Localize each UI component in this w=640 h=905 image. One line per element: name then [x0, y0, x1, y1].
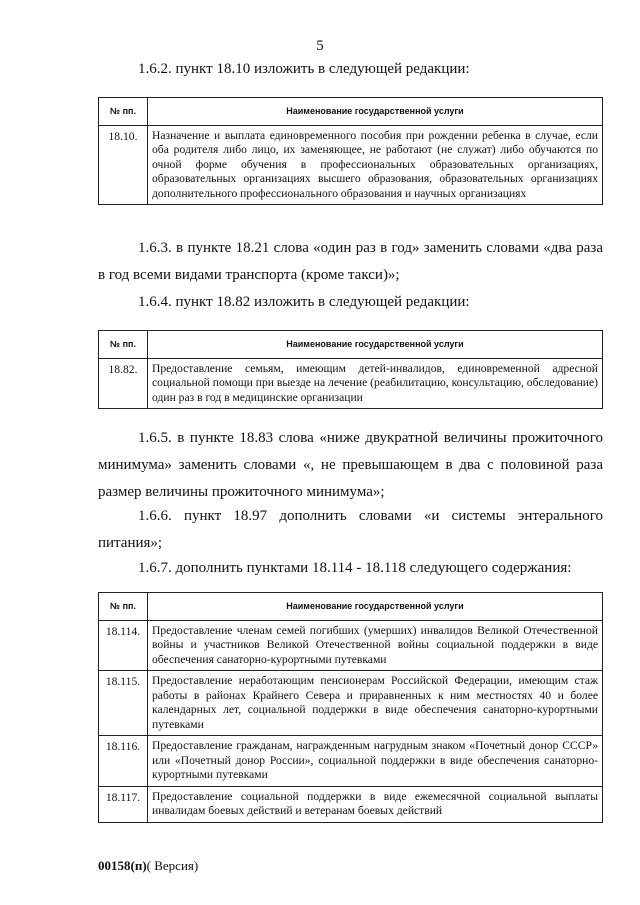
row-text: Предоставление членам семей погибших (умерших) инвалидов Великой Отечественной войны и участников Великой Отечественной войны социальной поддержки в виде обеспечения санаторно-курортными путевками — [148, 620, 603, 671]
page-number: 5 — [316, 38, 324, 54]
document-footer — [98, 858, 198, 874]
table-row — [99, 620, 603, 671]
paragraph-1-6-3: 1.6.3. в пункте 18.21 слова «один раз в год» заменить словами «два раза в год всеми видами транспорта (кроме такси)»; — [98, 240, 603, 283]
table-row — [99, 736, 603, 787]
row-num: 18.117. — [99, 786, 148, 822]
paragraph-1-6-5: 1.6.5. в пункте 18.83 слова «ниже двукратной величины прожиточного минимума» заменить словами «, не превышающем в два с половиной раза размер величины прожиточного минимума»; — [98, 430, 603, 500]
document-version: ( Версия) — [146, 858, 199, 873]
paragraph-1-6-6: 1.6.6. пункт 18.97 дополнить словами «и системы энтерального питания»; — [98, 508, 603, 551]
row-text: Назначение и выплата единовременного пособия при рождении ребенка в случае, если оба родителя либо лицо, их заменяющее, не работают (не служат) либо обучаются по очной форме обучения в профессиональных образовательных организациях, образовательных организациях высшего образования, образовательных организациях дополнительного профессионального образования и научных организациях — [148, 125, 603, 205]
row-num: 18.114. — [99, 620, 148, 671]
header-service-name: Наименование государственной услуги — [148, 593, 603, 621]
table-header-row — [99, 98, 603, 126]
table-header-row — [99, 593, 603, 621]
row-num: 18.116. — [99, 736, 148, 787]
row-text: Предоставление социальной поддержки в виде ежемесячной социальной выплаты инвалидам боевых действий и ветеранам боевых действий — [148, 786, 603, 822]
row-text: Предоставление неработающим пенсионерам Российской Федерации, имеющим стаж работы в районах Крайнего Севера и приравненных к ним местностях 40 и более календарных лет, социальной поддержки в виде обеспечения санаторно-курортными путевками — [148, 671, 603, 736]
paragraph-1-6-4: 1.6.4. пункт 18.82 изложить в следующей редакции: — [138, 294, 470, 310]
row-num: 18.115. — [99, 671, 148, 736]
table-row — [99, 358, 603, 409]
table-row — [99, 671, 603, 736]
header-service-name: Наименование государственной услуги — [148, 98, 603, 126]
row-num: 18.82. — [99, 358, 148, 409]
header-num: № пп. — [99, 331, 148, 359]
table-row — [99, 786, 603, 822]
row-num: 18.10. — [99, 125, 148, 205]
table-row — [99, 125, 603, 205]
header-num: № пп. — [99, 593, 148, 621]
row-text: Предоставление семьям, имеющим детей-инвалидов, единовременной адресной социальной помощи при выезде на лечение (реабилитацию, консультацию, обследование) один раз в год в медицинские организации — [148, 358, 603, 409]
document-code: 00158(п) — [98, 858, 147, 873]
header-num: № пп. — [99, 98, 148, 126]
header-service-name: Наименование государственной услуги — [148, 331, 603, 359]
table-items-18-114-18-117 — [98, 592, 603, 823]
paragraph-1-6-7: 1.6.7. дополнить пунктами 18.114 - 18.118 следующего содержания: — [138, 560, 572, 576]
table-item-18-82 — [98, 330, 603, 409]
table-item-18-10 — [98, 97, 603, 205]
paragraph-1-6-2: 1.6.2. пункт 18.10 изложить в следующей редакции: — [138, 61, 470, 77]
row-text: Предоставление гражданам, награжденным нагрудным знаком «Почетный донор СССР» или «Почетный донор России», социальной поддержки в виде обеспечения санаторно-курортными путевками — [148, 736, 603, 787]
table-header-row — [99, 331, 603, 359]
